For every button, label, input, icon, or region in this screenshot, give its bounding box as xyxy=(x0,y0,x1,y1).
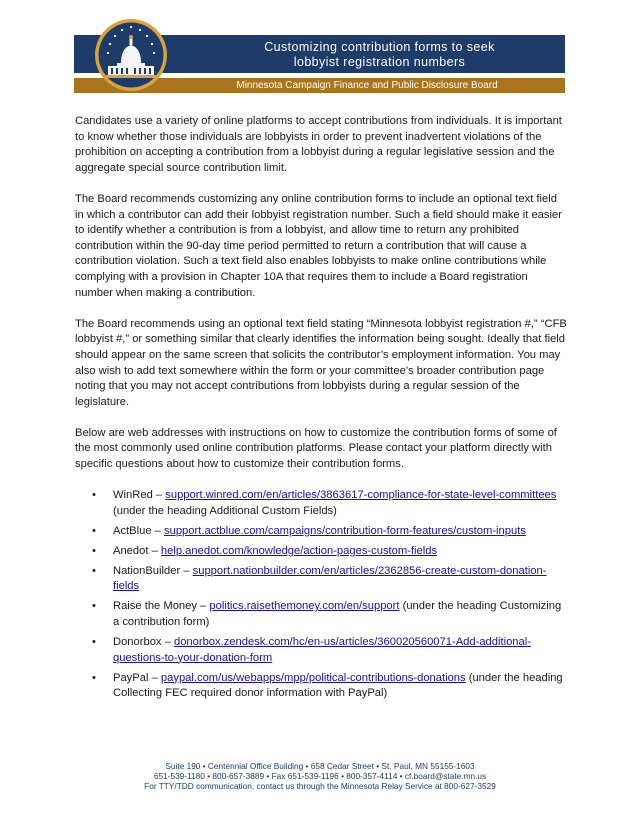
link-paypal[interactable]: paypal.com/us/webapps/mpp/political-contributions-donations xyxy=(160,671,466,684)
paragraph-recommendation: The Board recommends customizing any online contribution forms to include an optional text field in which a contributor can add their lobbyist registration number. Such a field should make it easier to identify whether a contribution is from a lobbyist, and allow time to return any prohibited contribution within the 90-day time period permitted to return a contribution that will cause a contribution violation. Such a text field also enables lobbyists to make online contributions while complying with a provision in Chapter 10A that requires them to include a Board registration number when making a contribution. xyxy=(75,192,562,299)
organization-name: Minnesota Campaign Finance and Public Disclosure Board xyxy=(236,80,498,91)
list-item xyxy=(75,635,567,666)
separator: – xyxy=(161,635,174,648)
paragraph-platform-intro: Below are web addresses with instructions on how to customize the contribution forms of some of the most commonly used online contribution platforms. Please contact your platform directly with specific questions about how to customize their contribution forms. xyxy=(75,426,557,471)
separator: – xyxy=(196,600,210,613)
platform-name: Raise the Money xyxy=(113,600,197,613)
document-body xyxy=(75,114,567,706)
platform-list xyxy=(75,488,567,701)
link-nationbuilder[interactable]: support.nationbuilder.com/en/articles/2362856-create-custom-donation-fields xyxy=(113,564,547,593)
paragraph-intro: Candidates use a variety of online platforms to accept contributions from individuals. It is important to know whether those individuals are lobbyists in order to prevent inadvertent violations of the prohibition on accepting a contribution from a lobbyist during a regular legislative session and the aggregate special source contribution limit. xyxy=(75,115,562,174)
link-actblue[interactable]: support.actblue.com/campaigns/contribution-form-features/custom-inputs xyxy=(164,524,526,537)
footer-address: Suite 190 • Centennial Office Building • 658 Cedar Street • St. Paul, MN 55155-1603 xyxy=(165,761,475,771)
separator: – xyxy=(152,489,166,502)
link-donorbox[interactable]: donorbox.zendesk.com/hc/en-us/articles/360020560071-Add-additional-questions-to-your-donation-form xyxy=(113,635,531,664)
paragraph-field-wording: The Board recommends using an optional text field stating “Minnesota lobbyist registration #,” “CFB lobbyist #,” or something similar that clearly identifies the information being sought. Ideally that field should appear on the same screen that solicits the contributor’s employment information. You may also wish to add text somewhere within the form or your committee’s broader contribution page noting that you may not accept contributions from lobbyists during a regular session of the legislature. xyxy=(75,317,567,408)
platform-name: NationBuilder xyxy=(113,564,181,577)
footer-contact xyxy=(0,761,640,791)
link-anedot[interactable]: help.anedot.com/knowledge/action-pages-custom-fields xyxy=(160,544,438,557)
platform-name: PayPal xyxy=(113,671,149,684)
separator: – xyxy=(148,671,161,684)
footer-phone: 651-539-1180 • 800-657-3889 • Fax 651-539-1196 • 800-357-4114 • cf.board@state.mn.us xyxy=(153,771,487,781)
document-title-line2: lobbyist registration numbers xyxy=(293,55,466,69)
separator: – xyxy=(148,544,161,557)
list-item xyxy=(75,488,567,519)
capitol-seal-logo xyxy=(94,18,168,92)
list-item xyxy=(75,544,567,560)
platform-name: ActBlue xyxy=(113,524,152,537)
platform-name: WinRed xyxy=(113,489,153,502)
separator: – xyxy=(151,524,165,537)
document-title-line1: Customizing contribution forms to seek xyxy=(264,40,495,54)
platform-note: (under the heading Collecting FEC required donor information with PayPal) xyxy=(113,671,563,700)
link-winred[interactable]: support.winred.com/en/articles/3863617-compliance-for-state-level-committees xyxy=(165,489,557,502)
list-item xyxy=(75,524,567,540)
platform-name: Donorbox xyxy=(113,635,162,648)
platform-name: Anedot xyxy=(113,544,149,557)
link-raise-the-money[interactable]: politics.raisethemoney.com/en/support xyxy=(209,600,400,613)
footer-relay: For TTY/TDD communication, contact us through the Minnesota Relay Service at 800-627-3529 xyxy=(144,781,496,791)
platform-note: (under the heading Additional Custom Fields) xyxy=(113,504,337,517)
separator: – xyxy=(180,564,193,577)
list-item xyxy=(75,599,567,630)
list-item xyxy=(75,564,567,595)
document-title xyxy=(194,40,565,70)
platform-note: (under the heading Customizing a contribution form) xyxy=(113,600,562,628)
list-item xyxy=(75,671,567,702)
